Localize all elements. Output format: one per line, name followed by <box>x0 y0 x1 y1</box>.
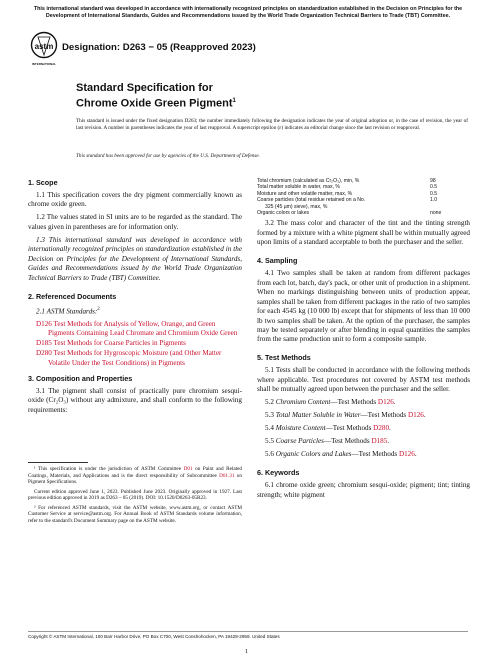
para-4-1: 4.1 Two samples shall be taken at random from different packages from each lot, batch, day's pack, or other unit of production in a shipment. When no markings distinguishing between units of production appear, samples shall be taken from different packages in the ratio of two samples for each 4545 kg (10 000 lb) except that for shipments of less than 10 000 lb two samples shall be taken. At the option of the purchaser, the samples may be tested separately or after blending in equal quantities the samples from the same production unit to form a composite sample. <box>257 269 470 344</box>
para-2-1: 2.1 ASTM Standards:$^2$ <box>36 306 100 315</box>
footnote-1: ¹ This specification is under the jurisdiction of ASTM Committee D01 on Paint and Related Coatings, Materials, and Applications and is the direct responsibility of Subcommittee D01.31 on Pigment Specifications. <box>28 466 242 485</box>
table-row: 325 (45 µm) sieve), max, % <box>265 203 328 210</box>
svg-text:astm: astm <box>34 42 54 51</box>
test-method-item: 5.5 Coarse Particles—Test Methods D185. <box>265 437 390 446</box>
table-row: Coarse particles (total residue retained on a No. 1.0 <box>257 197 438 204</box>
test-link-d126[interactable]: D126 <box>377 398 394 407</box>
title-line-2: Chrome Oxide Green Pigment$^1$ <box>76 97 236 110</box>
para-1-3: 1.3 This international standard was developed in accordance with internationally recognized principles on standardization established in the Decision on Principles for the Development of International Standards, Guides and Recommendations issued by the World Trade Organization Technical Barriers to Trade (TBT) Committee. <box>28 235 242 282</box>
test-method-item: 5.4 Moisture Content—Test Methods D280. <box>265 424 391 433</box>
title-line-1: Standard Specification for <box>76 82 213 94</box>
section-sampling-heading: 4. Sampling <box>257 256 298 266</box>
reference-d126[interactable]: D126 Test Methods for Analysis of Yellow, Orange, and Green Pigments Containing Lead Chromate and Chromium Oxide Green <box>36 319 238 338</box>
svg-text:INTERNATIONAL: INTERNATIONAL <box>31 62 57 66</box>
test-link-d185[interactable]: D185 <box>371 437 388 446</box>
section-referenced-documents-heading: 2. Referenced Documents <box>28 291 117 301</box>
section-composition-heading: 3. Composition and Properties <box>28 373 133 383</box>
approval-note: This standard has been approved for use by agencies of the U.S. Department of Defense. <box>76 153 260 159</box>
astm-logo <box>29 31 59 71</box>
para-6-1: 6.1 chrome oxide green; chromium sesqui-oxide; pigment; tint; tinting strength; white pigment <box>257 481 470 499</box>
test-link-d126[interactable]: D126 <box>408 411 424 420</box>
footnote-link-d0131[interactable]: D01.31 <box>219 472 235 479</box>
copyright-footer: Copyright © ASTM International, 100 Barr Harbor Drive, PO Box C700, West Conshohocken, PA 19428-2959. United States <box>28 631 468 639</box>
para-1-1: 1.1 This specification covers the dry pigment commercially known as chrome oxide green. <box>28 191 242 209</box>
test-link-d280[interactable]: D280 <box>373 424 390 433</box>
left-column <box>28 178 242 419</box>
page-number: 1 <box>244 648 249 655</box>
para-3-2: 3.2 The mass color and character of the tint and the tinting strength formed by a mixture with a white pigment shall be within mutually agreed upon limits of a standard acceptable to both the purchaser and the seller. <box>257 219 470 247</box>
footnote-1-edition: Current edition approved June 1, 2023. Published June 2023. Originally approved in 1927. Last previous edition approved in 2019 as D263 – 05 (2019). DOI: 10.1520/D0263-05R23. <box>28 488 242 501</box>
reference-d185[interactable]: D185 Test Methods for Coarse Particles in Pigments <box>36 339 186 348</box>
footnote-divider <box>28 462 88 463</box>
reference-d280[interactable]: D280 Test Methods for Hygroscopic Moisture (and Other Matter Volatile Under the Test Conditions) in Pigments <box>36 349 222 367</box>
footnotes <box>28 466 242 527</box>
section-keywords-heading: 6. Keywords <box>257 468 300 478</box>
table-row: Moisture and other volatile matter, max, % 0.5 <box>257 190 438 197</box>
para-1-2: 1.2 The values stated in SI units are to be regarded as the standard. The values given in parentheses are for information only. <box>28 213 242 231</box>
table-row: Total chromium (calculated as Cr₂O₃), min, % 98 <box>257 178 436 184</box>
section-scope-heading: 1. Scope <box>28 178 58 187</box>
issue-note: This standard is issued under the fixed designation D263; the number immediately following the designation indicates the year of original adoption or, in the case of revision, the year of last revision. A number in parentheses indicates the year of last reapproval. A superscript epsilon (ε) indicates an editorial change since the last revision or reapproval. <box>76 118 468 132</box>
para-3-1: 3.1 The pigment shall consist of practically pure chromium sesqui-oxide (Cr₂O₃) without any admixture, and shall conform to the following requirements: <box>28 386 242 414</box>
test-method-item: 5.2 Chromium Content—Test Methods D126. <box>265 398 396 407</box>
test-method-item: 5.6 Organic Colors and Lakes—Test Methods D126. <box>265 450 417 459</box>
designation: Designation: D263 − 05 (Reapproved 2023) <box>62 42 256 53</box>
top-notice: This international standard was developed in accordance with internationally recognized principles on standardization established in the Decision on Principles for the Development of International Standards, Guides and Recommendations issued by the World Trade Organization Technical Barriers to Trade (TBT) Committee. <box>33 6 463 19</box>
table-row: Total matter soluble in water, max, % 0.5 <box>257 184 438 191</box>
requirements-table <box>257 178 470 216</box>
test-method-item: 5.3 Total Matter Soluble in Water—Test Methods D126. <box>265 411 426 420</box>
footnote-link-d01[interactable]: D01 <box>183 466 193 472</box>
footnote-2: ² For referenced ASTM standards, visit the ASTM website, www.astm.org, or contact ASTM Customer Service at service@astm.org. For Annual Book of ASTM Standards volume information, refer to the standard's Document Summary page on the ASTM website. <box>28 504 242 524</box>
right-column <box>257 178 470 503</box>
section-test-methods-heading: 5. Test Methods <box>257 353 311 363</box>
table-row: Organic colors or lakes none <box>257 210 442 217</box>
title-footnote-mark: 1 <box>232 98 236 104</box>
document-title <box>76 82 416 111</box>
para-5-1: 5.1 Tests shall be conducted in accordance with the following methods where applicable. Test procedures not covered by ASTM test methods shall be mutually agreed upon between the purchaser and the seller. <box>257 366 470 394</box>
test-link-d126[interactable]: D126 <box>398 450 415 459</box>
